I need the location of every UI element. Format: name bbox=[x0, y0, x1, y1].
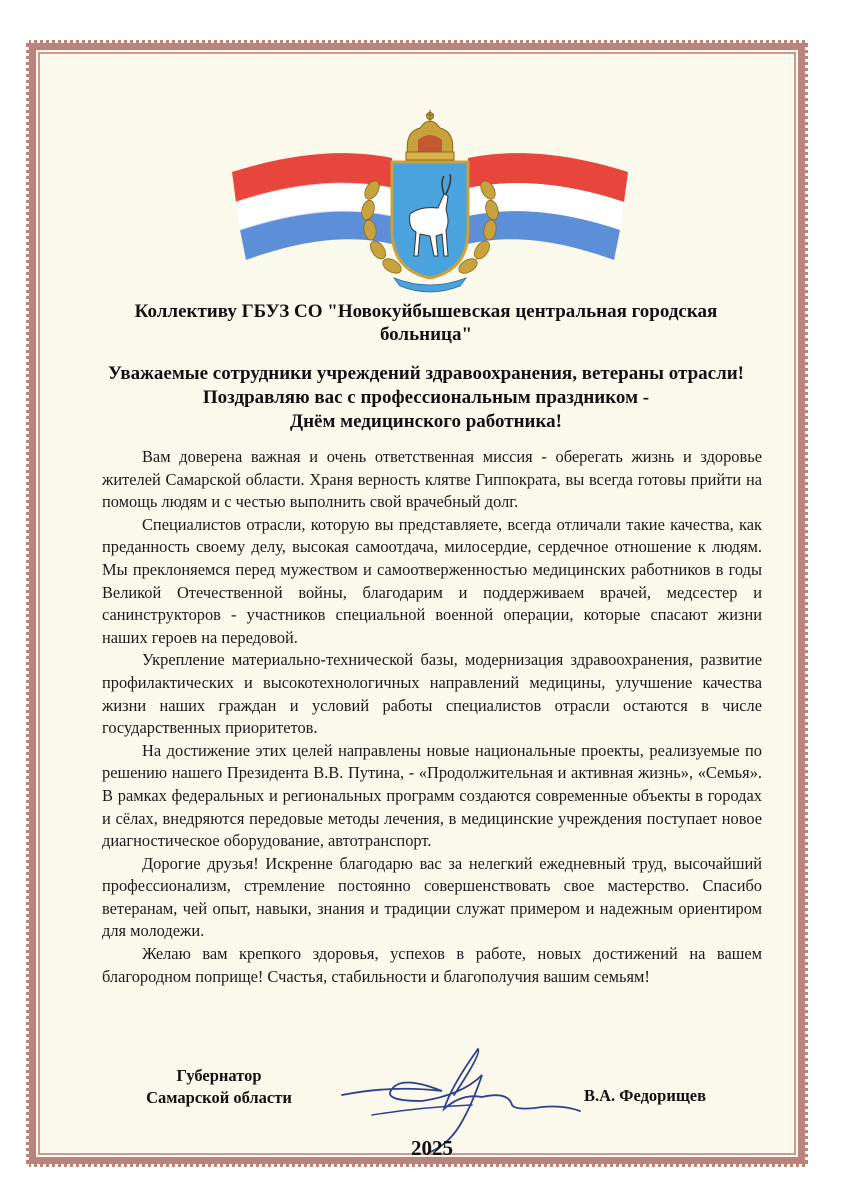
samara-coat-of-arms-icon bbox=[232, 110, 628, 295]
paragraph: На достижение этих целей направлены новые национальные проекты, реализуемые по решению нашего Президента В.В. Путина, - «Продолжительная и активная жизнь», «Семья». В рамках федеральных и региональных программ создаются современные объекты в городах и сёлах, внедряются передовые методы лечения, в медицинские учреждения поступает новое диагностическое оборудование, автотранспорт. bbox=[102, 740, 762, 851]
year: 2025 bbox=[411, 1136, 453, 1160]
paragraph: Желаю вам крепкого здоровья, успехов в работе, новых достижений на вашем благородном поприще! Счастья, стабильности и благополучия вашим семьям! bbox=[102, 944, 762, 986]
greeting-heading bbox=[76, 362, 776, 434]
crown bbox=[406, 110, 454, 160]
signatory-title-line: Самарской области bbox=[146, 1088, 292, 1107]
paragraph: Специалистов отрасли, которую вы представляете, всегда отличали такие качества, как преданность своему делу, высокая самоотдача, милосердие, сердечное отношение к людям. Мы преклоняемся перед мужеством и самоотверженностью медицинских работников в годы Великой Отечественной войны, благодарим и поддерживаем врачей, медсестер и санинструкторов - участников специальной военной операции, которые спасают жизни наших героев на передовой. bbox=[102, 514, 762, 647]
signatory-name: В.А. Федорищев bbox=[584, 1086, 707, 1105]
letter-body bbox=[102, 446, 762, 988]
greeting-line: Днём медицинского работника! bbox=[290, 411, 562, 432]
paragraph: Вам доверена важная и очень ответственная миссия - оберегать жизнь и здоровье жителей Самарской области. Храня верность клятве Гиппократа, вы всегда готовы прийти на помощь людям и с честью выполнить свой врачебный долг. bbox=[102, 447, 762, 512]
paragraph: Дорогие друзья! Искренне благодарю вас за нелегкий ежедневный труд, высочайший профессионализм, стремление постоянно совершенствовать свое мастерство. Спасибо ветеранам, чей опыт, навыки, знания и традиции служат примером и надежным ориентиром для молодежи. bbox=[102, 853, 762, 941]
signatory-title bbox=[114, 1065, 324, 1109]
greeting-line: Уважаемые сотрудники учреждений здравоохранения, ветераны отрасли! bbox=[107, 363, 745, 384]
paragraph: Укрепление материально-технической базы, модернизация здравоохранения, развитие профилактических и высокотехнологичных направлений медицины, улучшение качества жизни наших граждан и условий работы специалистов отрасли остаются в числе государственных приоритетов. bbox=[102, 650, 762, 738]
letter-page bbox=[26, 40, 808, 1167]
addressee-heading: Коллективу ГБУЗ СО "Новокуйбышевская центральная городская больница" bbox=[134, 301, 718, 345]
signatory-title-line: Губернатор bbox=[176, 1066, 262, 1085]
greeting-line: Поздравляю вас с профессиональным праздником - bbox=[202, 387, 650, 408]
